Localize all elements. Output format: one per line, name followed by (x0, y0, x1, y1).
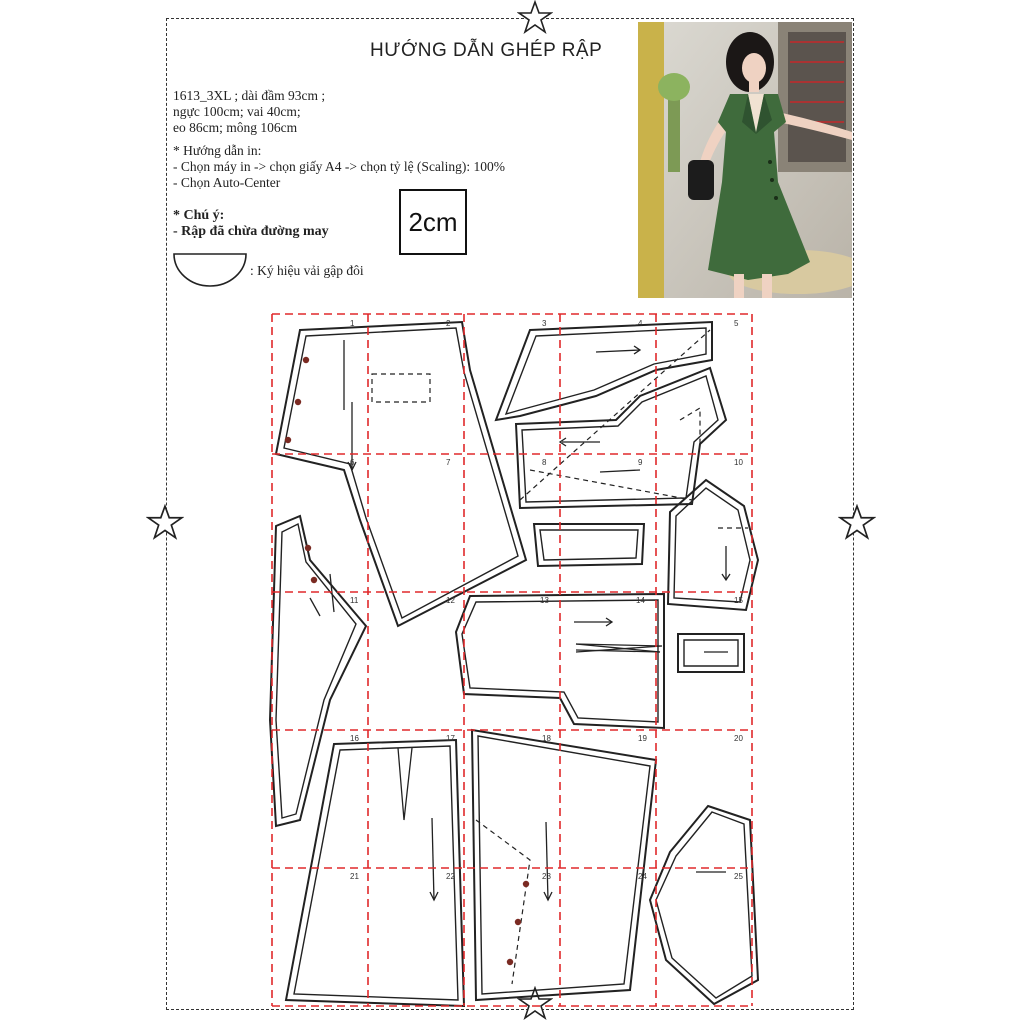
tile-number: 15 (734, 596, 743, 605)
tile-number: 22 (446, 872, 455, 881)
note-line: - Rập đã chừa đường may (173, 224, 329, 239)
print-line: * Hướng dẫn in: (173, 143, 262, 158)
page-title: HƯỚNG DẪN GHÉP RẬP (370, 40, 603, 61)
tile-number: 10 (734, 458, 743, 467)
tile-number: 7 (446, 458, 451, 467)
spec-line: 1613_3XL ; dài đầm 93cm ; (173, 88, 326, 103)
tile-number: 23 (542, 872, 551, 881)
print-line: - Chọn máy in -> chọn giấy A4 -> chọn tỷ lệ (Scaling): 100% (173, 159, 506, 174)
tile-number: 24 (638, 872, 647, 881)
tile-number: 18 (542, 734, 551, 743)
tile-number: 6 (350, 458, 355, 467)
pattern-pieces (270, 322, 758, 1006)
tile-number: 20 (734, 734, 743, 743)
tile-number: 8 (542, 458, 547, 467)
print-line: - Chọn Auto-Center (173, 175, 281, 190)
note-line: * Chú ý: (173, 208, 225, 223)
tile-number: 11 (350, 596, 359, 605)
fold-symbol-label: : Ký hiệu vải gập đôi (250, 263, 364, 278)
tile-number: 1 (350, 319, 355, 328)
tile-number: 25 (734, 872, 743, 881)
tile-number: 21 (350, 872, 359, 881)
darts (398, 644, 662, 820)
tile-number: 2 (446, 319, 451, 328)
tile-number: 12 (446, 596, 455, 605)
spec-line: ngực 100cm; vai 40cm; (173, 104, 301, 119)
tile-number: 13 (540, 596, 549, 605)
spec-line: eo 86cm; mông 106cm (173, 120, 298, 135)
tile-number: 16 (350, 734, 359, 743)
tile-number: 3 (542, 319, 547, 328)
scale-reference-box: 2cm (399, 189, 467, 255)
tile-number: 17 (446, 734, 455, 743)
tile-number: 4 (638, 319, 643, 328)
tile-number: 14 (636, 596, 645, 605)
tile-number: 19 (638, 734, 647, 743)
tile-number: 9 (638, 458, 643, 467)
tile-number: 5 (734, 319, 739, 328)
